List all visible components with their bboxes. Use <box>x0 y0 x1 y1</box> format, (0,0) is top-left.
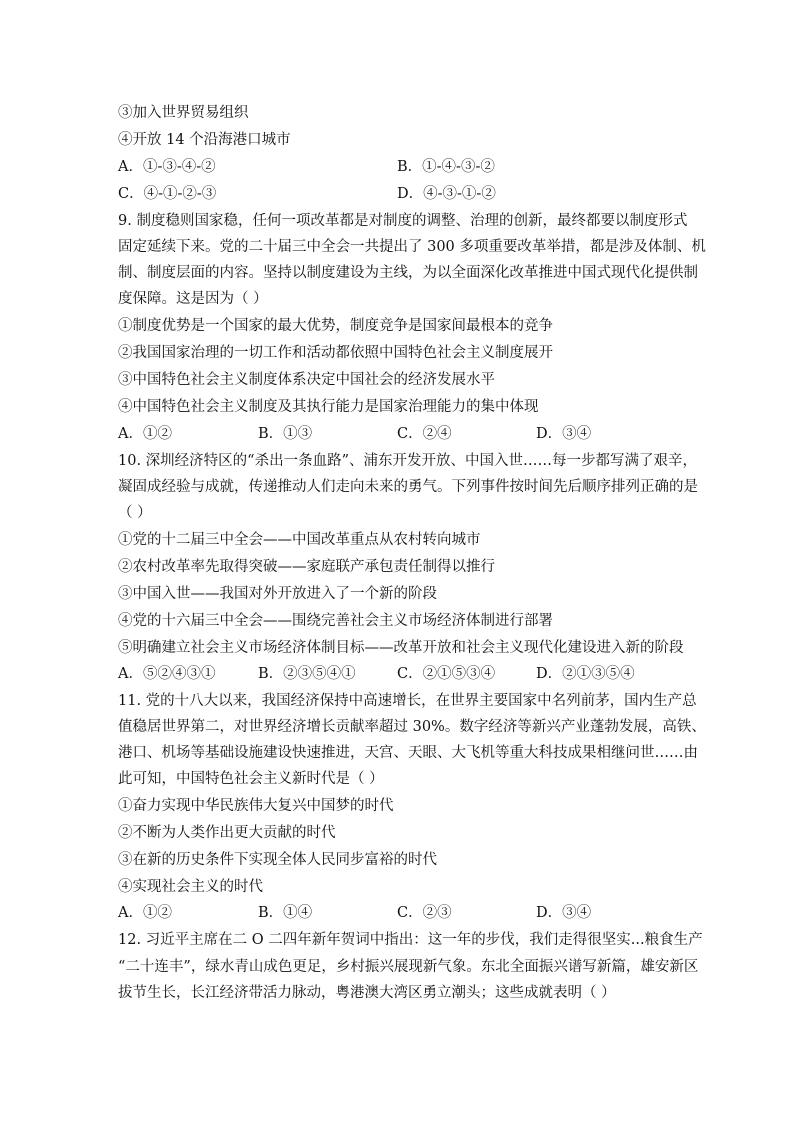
question-11-text: 11. 党的十八大以来，我国经济保持中高速增长，在世界主要国家中名列前茅，国内生产总 <box>118 693 697 709</box>
q10-option-a[interactable]: A．⑤②④③① <box>118 666 216 682</box>
question-9-text: 9. 制度稳则国家稳，任何一项改革都是对制度的调整、治理的创新，最终都要以制度形式 <box>118 213 688 229</box>
q10-option-d[interactable]: D．②①③⑤④ <box>536 666 635 682</box>
q11-option-d[interactable]: D．③④ <box>536 905 592 921</box>
q9-statement-1: ①制度优势是一个国家的最大优势，制度竞争是国家间最根本的竞争 <box>118 318 553 334</box>
question-10-text: 凝固成经验与成就，传递推动人们走向未来的勇气。下列事件按时间先后顺序排列正确的是 <box>118 479 698 495</box>
question-11-text: 港口、机场等基础设施建设快速推进，天宫、天眼、大飞机等重大科技成果相继问世……由 <box>118 745 698 761</box>
q10-statement-4: ④党的十六届三中全会——围绕完善社会主义市场经济体制进行部署 <box>118 613 553 629</box>
q9-options-row <box>118 424 678 444</box>
question-11-text: 值稳居世界第二，对世界经济增长贡献率超过 30%。数字经济等新兴产业蓬勃发展，高铁、 <box>118 719 706 735</box>
question-11-text: 此可知，中国特色社会主义新时代是（ ） <box>118 771 384 787</box>
statement-4: ④开放 14 个沿海港口城市 <box>118 132 291 148</box>
statement-3: ③加入世界贸易组织 <box>118 105 249 121</box>
q9-option-b[interactable]: B．①③ <box>258 426 313 442</box>
option-c[interactable]: C．④-①-②-③ <box>118 186 217 202</box>
q11-option-a[interactable]: A．①② <box>118 905 172 921</box>
question-12-text: 12. 习近平主席在二 O 二四年新年贺词中指出：这一年的步伐，我们走得很坚实...粮食生产 <box>118 932 703 948</box>
question-9-text: 固定延续下来。党的二十届三中全会一共提出了 300 多项重要改革举措，都是涉及体制、机 <box>118 239 706 255</box>
q9-statement-3: ③中国特色社会主义制度体系决定中国社会的经济发展水平 <box>118 372 495 388</box>
options-row <box>118 157 678 177</box>
question-9-text: 度保障。这是因为（ ） <box>118 291 268 307</box>
option-b[interactable]: B．①-④-③-② <box>397 159 495 175</box>
q9-statement-2: ②我国国家治理的一切工作和活动都依照中国特色社会主义制度展开 <box>118 345 553 361</box>
q9-option-d[interactable]: D．③④ <box>536 426 592 442</box>
q11-options-row <box>118 903 678 923</box>
q11-option-c[interactable]: C．②③ <box>397 905 452 921</box>
question-12-text: 拔节生长，长江经济带活力脉动，粤港澳大湾区勇立潮头；这些成就表明（ ） <box>118 985 616 1001</box>
option-d[interactable]: D．④-③-①-② <box>397 186 496 202</box>
q10-option-c[interactable]: C．②①⑤③④ <box>397 666 496 682</box>
q11-statement-3: ③在新的历史条件下实现全体人民同步富裕的时代 <box>118 852 437 868</box>
q9-option-c[interactable]: C．②④ <box>397 426 452 442</box>
q10-statement-1: ①党的十二届三中全会——中国改革重点从农村转向城市 <box>118 532 481 548</box>
q10-options-row <box>118 664 678 684</box>
q10-statement-2: ②农村改革率先取得突破——家庭联产承包责任制得以推行 <box>118 559 495 575</box>
q11-statement-2: ②不断为人类作出更大贡献的时代 <box>118 825 336 841</box>
question-12-text: “二十连丰”，绿水青山成色更足，乡村振兴展现新气象。东北全面振兴谱写新篇，雄安新区 <box>118 959 699 975</box>
q9-statement-4: ④中国特色社会主义制度及其执行能力是国家治理能力的集中体现 <box>118 399 539 415</box>
q11-statement-1: ①奋力实现中华民族伟大复兴中国梦的时代 <box>118 798 394 814</box>
options-row <box>118 184 678 204</box>
q11-statement-4: ④实现社会主义的时代 <box>118 879 263 895</box>
question-10-text: （ ） <box>118 505 152 521</box>
q10-statement-5: ⑤明确建立社会主义市场经济体制目标——改革开放和社会主义现代化建设进入新的阶段 <box>118 640 684 656</box>
q9-option-a[interactable]: A．①② <box>118 426 172 442</box>
question-10-text: 10. 深圳经济特区的“杀出一条血路”、浦东开发开放、中国入世……每一步都写满了艰辛， <box>118 453 697 469</box>
question-9-text: 制、制度层面的内容。坚持以制度建设为主线，为以全面深化改革推进中国式现代化提供制 <box>118 265 698 281</box>
q10-statement-3: ③中国入世——我国对外开放进入了一个新的阶段 <box>118 586 437 602</box>
q11-option-b[interactable]: B．①④ <box>258 905 313 921</box>
q10-option-b[interactable]: B．②③⑤④① <box>258 666 356 682</box>
option-a[interactable]: A．①-③-④-② <box>118 159 216 175</box>
